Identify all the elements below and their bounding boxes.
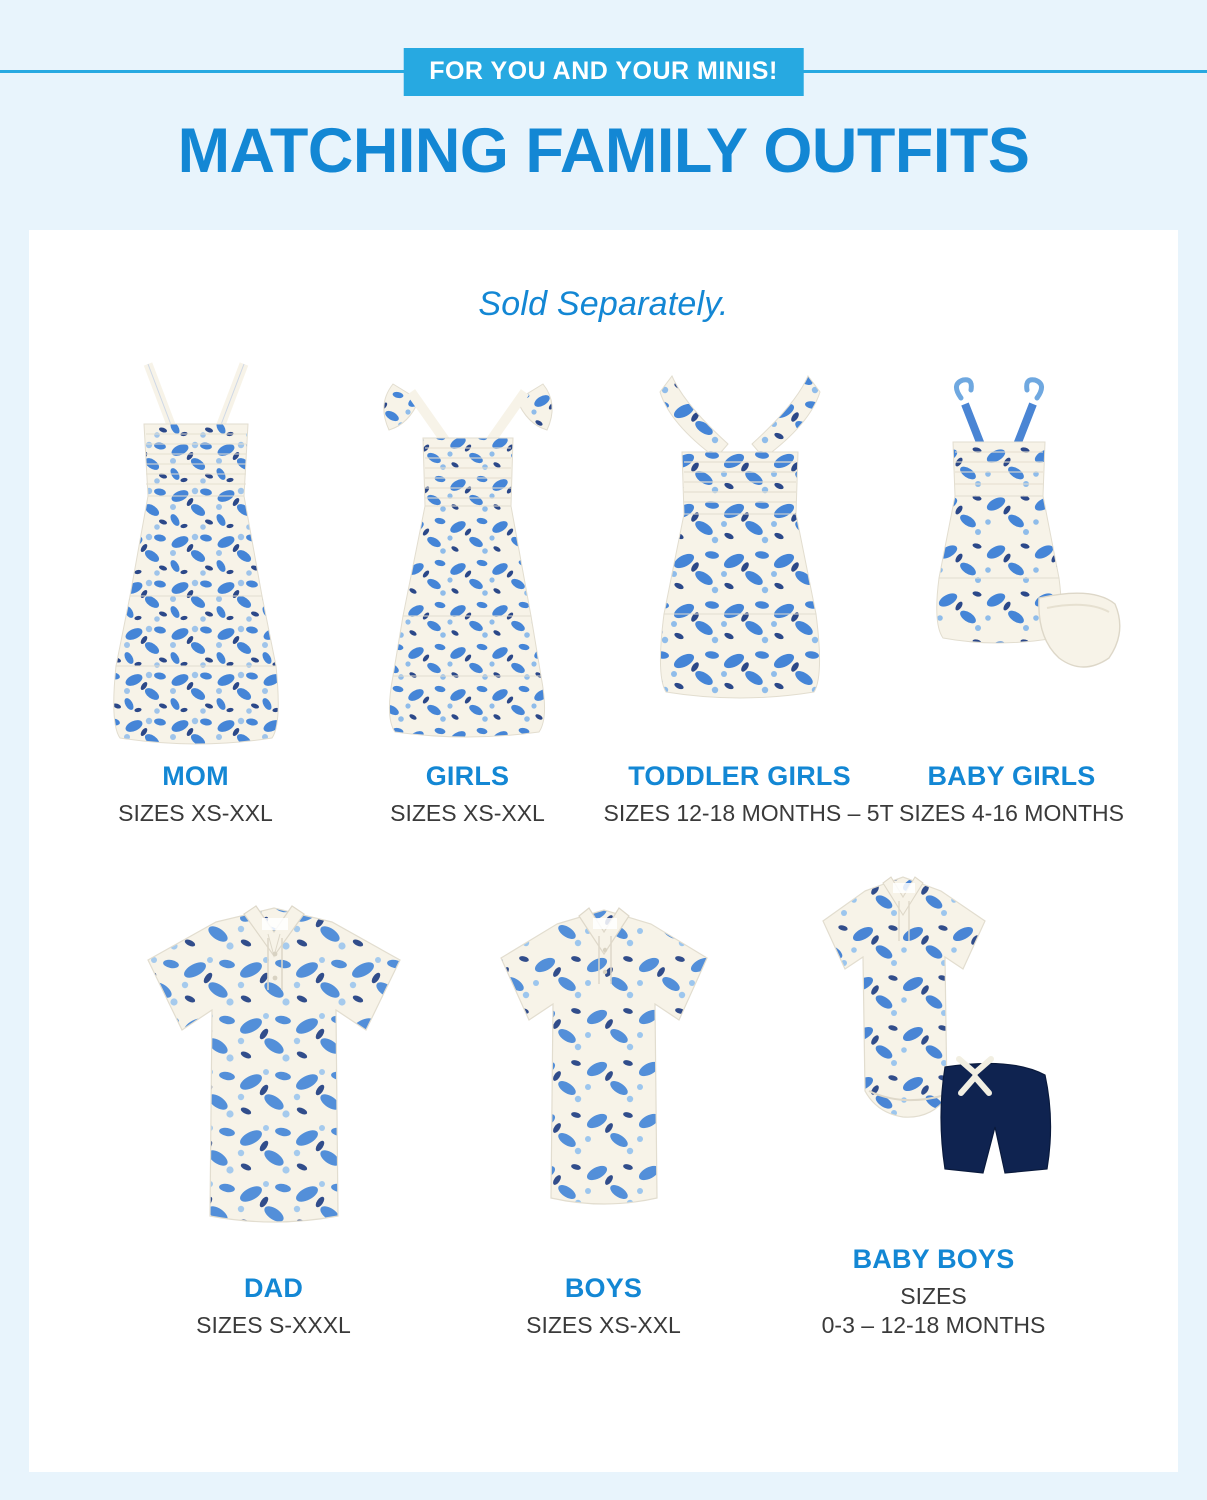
mens-floral-polo-icon xyxy=(109,898,439,1268)
product-sizes: SIZES XS-XXL xyxy=(390,799,545,826)
sold-separately-note: Sold Separately. xyxy=(478,285,729,323)
product-sizes: SIZES XS-XXL xyxy=(118,799,273,826)
product-label: DAD xyxy=(243,1273,304,1304)
product-label: MOM xyxy=(162,761,229,791)
product-sizes: SIZES XS-XXL xyxy=(526,1311,681,1338)
product-label: TODDLER GIRLS xyxy=(628,761,851,791)
content-card xyxy=(29,230,1178,1472)
product-label: BABY BOYS xyxy=(852,1244,1015,1275)
product-baby-girls[interactable] xyxy=(876,346,1148,827)
product-sizes: SIZES S-XXXL xyxy=(196,1311,351,1338)
product-toddler-girls[interactable] xyxy=(603,346,894,827)
product-sizes: SIZES 12-18 MONTHS – 5T xyxy=(603,799,894,826)
page-header xyxy=(0,0,1207,230)
product-row-boys xyxy=(29,869,1178,1339)
boys-floral-polo-icon xyxy=(439,898,769,1268)
product-girls[interactable] xyxy=(332,346,604,827)
product-boys[interactable] xyxy=(439,898,769,1339)
baby-floral-dress-and-bloomer-icon xyxy=(876,346,1148,756)
product-dad[interactable] xyxy=(109,898,439,1339)
womens-floral-maxi-dress-icon xyxy=(60,346,332,756)
product-baby-boys[interactable] xyxy=(769,869,1099,1339)
product-sizes: SIZES 0-3 – 12-18 MONTHS xyxy=(821,1283,1046,1338)
eyebrow-banner: FOR YOU AND YOUR MINIS! xyxy=(403,48,804,96)
toddler-floral-tiered-dress-icon xyxy=(604,346,876,756)
product-label: BOYS xyxy=(564,1273,643,1304)
baby-floral-bodysuit-and-shorts-icon xyxy=(769,869,1099,1239)
product-label: GIRLS xyxy=(425,761,510,791)
page-title: MATCHING FAMILY OUTFITS xyxy=(177,116,1030,186)
product-mom[interactable] xyxy=(60,346,332,827)
product-sizes: SIZES 4-16 MONTHS xyxy=(899,799,1124,826)
product-label: BABY GIRLS xyxy=(927,761,1096,791)
product-row-girls xyxy=(29,346,1178,827)
girls-floral-ruffle-dress-icon xyxy=(332,346,604,756)
